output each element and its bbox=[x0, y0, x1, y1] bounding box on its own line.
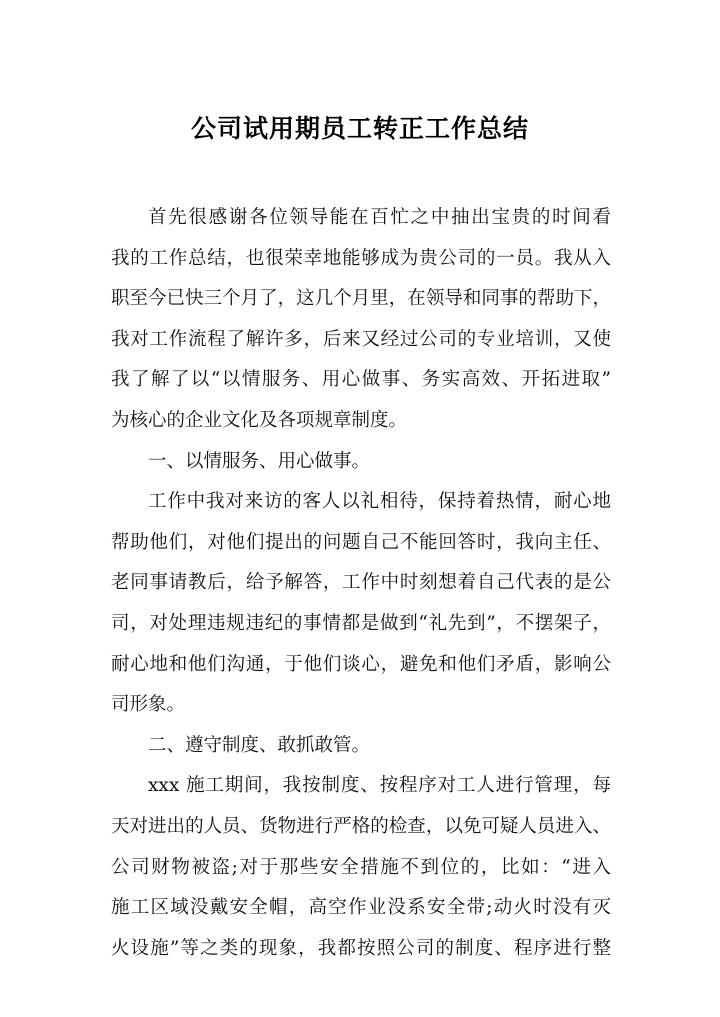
paragraph-line: 公司财物被盗;对于那些安全措施不到位的，比如：“进入 bbox=[111, 856, 611, 878]
paragraph-line: 火设施”等之类的现象，我都按照公司的制度、程序进行整 bbox=[111, 937, 611, 959]
paragraph-line: 我了解了以“以情服务、用心做事、务实高效、开拓进取” bbox=[111, 369, 611, 391]
paragraph-line: 天对进出的人员、货物进行严格的检查，以免可疑人员进入、 bbox=[111, 815, 611, 837]
paragraph-line: 施工区域没戴安全帽，高空作业没系安全带;动火时没有灭 bbox=[111, 897, 611, 919]
paragraph-line: 职至今已快三个月了，这几个月里，在领导和同事的帮助下， bbox=[111, 288, 611, 310]
section-heading: 一、以情服务、用心做事。 bbox=[148, 450, 371, 472]
section-heading: 二、遵守制度、敢抓敢管。 bbox=[148, 734, 371, 756]
paragraph-line: 老同事请教后，给予解答，工作中时刻想着自己代表的是公 bbox=[111, 572, 611, 594]
paragraph-line: 司形象。 bbox=[111, 694, 186, 716]
paragraph-line: 为核心的企业文化及各项规章制度。 bbox=[111, 409, 408, 431]
paragraph-line: 我的工作总结，也很荣幸地能够成为贵公司的一员。我从入 bbox=[111, 247, 611, 269]
paragraph-line: 帮助他们，对他们提出的问题自己不能回答时，我向主任、 bbox=[111, 531, 611, 553]
paragraph-line: xxx 施工期间，我按制度、按程序对工人进行管理，每 bbox=[148, 775, 611, 797]
paragraph-line: 司，对处理违规违纪的事情都是做到“礼先到”，不摆架子， bbox=[111, 612, 611, 634]
document-title: 公司试用期员工转正工作总结 bbox=[190, 114, 529, 143]
paragraph-line: 工作中我对来访的客人以礼相待，保持着热情，耐心地 bbox=[148, 491, 611, 513]
paragraph-line: 首先很感谢各位领导能在百忙之中抽出宝贵的时间看 bbox=[148, 207, 611, 228]
paragraph-line: 耐心地和他们沟通，于他们谈心，避免和他们矛盾，影响公 bbox=[111, 653, 611, 675]
document-body bbox=[111, 198, 611, 969]
paragraph-line: 我对工作流程了解许多，后来又经过公司的专业培训，又使 bbox=[111, 328, 611, 350]
